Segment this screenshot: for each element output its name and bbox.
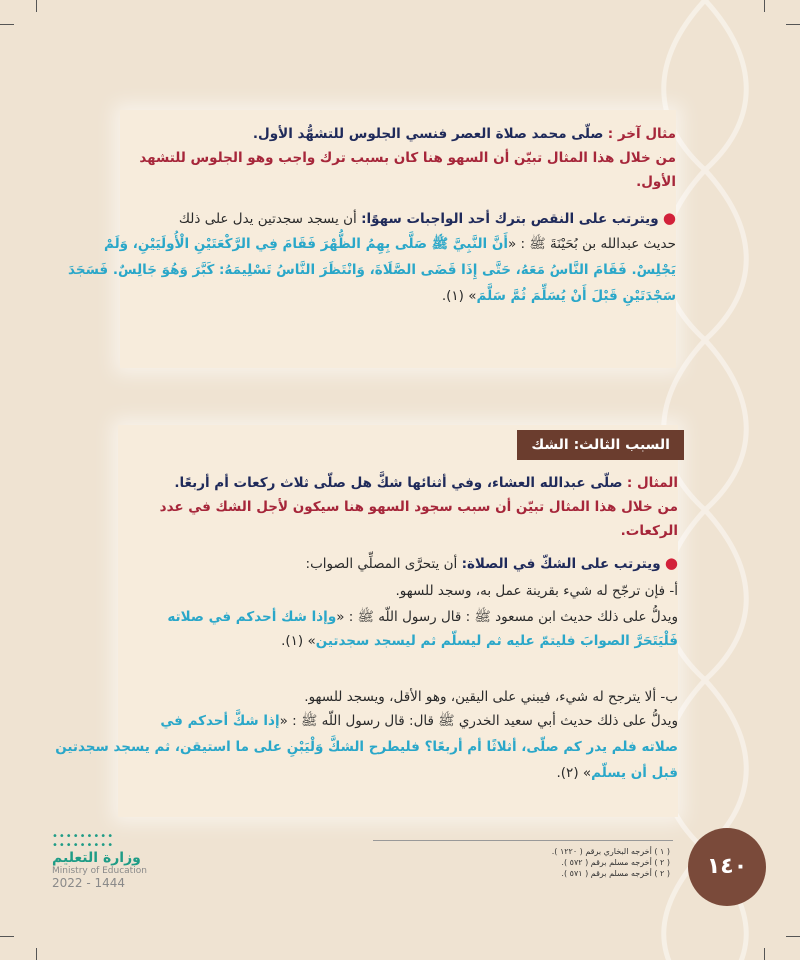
hadith-line [103, 234, 676, 254]
hadith-line [118, 607, 678, 627]
rule-text: أن يسجد سجدتين يدل على ذلك [178, 211, 357, 227]
example-text: صلّى عبدالله العشاء، وفي أثنائها شكَّ هل صلّى ثلاث ركعات أم أربعًا. [174, 475, 623, 491]
hadith-text: أَنَّ النَّبِيَّ ﷺ صَلَّى بِهِمُ الظُّهْرَ فَقَامَ فِي الرَّكْعَتَيْنِ الْأُولَيَيْنِ، وَلَمْ [103, 236, 508, 252]
footnote-divider [373, 840, 673, 841]
footnote-ref: » (١). [441, 288, 477, 304]
conclusion-line: من خلال هذا المثال تبيّن أن السهو هنا كان بسبب ترك واجب وهو الجلوس للتشهد [139, 150, 676, 166]
section-header: السبب الثالث: الشك [517, 430, 684, 460]
conclusion-line: من خلال هذا المثال تبيّن أن سبب سجود السهو هنا سيكون لأجل الشك في عدد [159, 499, 678, 515]
rule-heading: ويترتب على النقص بترك أحد الواجبات سهوًا: [361, 211, 659, 227]
rule-heading: ويترتب على الشكّ في الصلاة: [461, 556, 661, 572]
case-b-line: ب- ألا يترجح له شيء، فيبني على اليقين، وهو الأقل، ويسجد للسهو. [304, 689, 678, 705]
crop-mark [764, 948, 765, 960]
conclusion-line-end: الركعات. [620, 523, 678, 539]
crop-mark [36, 948, 37, 960]
bullet-icon: ● [662, 209, 676, 227]
hadith-intro: حديث عبدالله بن بُحَيْنَةَ ﷺ : « [508, 236, 676, 252]
hadith-text-end: سَجْدَتَيْنِ قَبْلَ أَنْ يُسَلِّمَ ثُمَّ سَلَّمَ [476, 288, 676, 304]
hadith-end-line [118, 631, 678, 651]
crop-mark [0, 936, 14, 937]
hadith-end-line [118, 763, 678, 783]
example-label: مثال آخر : [607, 126, 676, 142]
example-text: صلّى محمد صلاة العصر فنسي الجلوس للتشهُّد الأول. [252, 126, 604, 142]
footnote-item: ( ٢ ) أخرجه مسلم برقم ( ٥٧٢ ). [561, 858, 670, 867]
hadith-text: إذا شكَّ أحدكم في [160, 713, 280, 729]
example-label: المثال : [626, 475, 678, 491]
footnote-ref: » (١). [281, 633, 316, 649]
page-number: ١٤٠ [688, 828, 766, 906]
hadith-text: وإذا شك أحدكم في صلاته [167, 609, 337, 625]
ministry-logo [52, 832, 182, 890]
footnote-ref: » (٢). [556, 765, 592, 781]
example-line [118, 473, 678, 493]
hadith-text-end: قبل أن يسلّم [591, 765, 678, 781]
rule-line [118, 553, 678, 574]
hadith-intro: ويدلُّ على ذلك حديث ابن مسعود ﷺ : قال رسول اللّه ﷺ : « [336, 609, 678, 625]
conclusion-line-end: الأول. [636, 174, 676, 190]
logo-dots-icon: ••••••••• ••••••••• [52, 831, 115, 851]
footnote-item: ( ٢ ) أخرجه مسلم برقم ( ٥٧١ ). [561, 869, 670, 878]
hadith-text-continued: صلاته فلم يدر كم صلّى، أثلاثًا أم أربعًا؟ فليطرح الشكَّ وَلْيَبْنِ على ما استيقن، ثم يسجد سجدتين [55, 739, 678, 755]
logo-year: 2022 - 1444 [52, 876, 126, 890]
hadith-end-line [120, 286, 676, 306]
crop-mark [36, 0, 37, 12]
crop-mark [764, 0, 765, 12]
footnote-item: ( ١ ) أخرجه البخاري برقم ( ١٢٢٠ ). [551, 847, 670, 856]
doubt-section-box [55, 425, 678, 817]
case-a-line: أ- فإن ترجّح له شيء بقرينة عمل به، وسجد للسهو. [395, 583, 678, 599]
logo-english: Ministry of Education [52, 866, 147, 876]
crop-mark [0, 24, 14, 25]
hadith-intro: ويدلُّ على ذلك حديث أبي سعيد الخدري ﷺ قال: قال رسول اللّه ﷺ : « [279, 713, 678, 729]
footnotes [450, 846, 670, 879]
rule-line [120, 208, 676, 229]
bullet-icon: ● [664, 554, 678, 572]
hadith-line [118, 711, 678, 731]
crop-mark [786, 24, 800, 25]
example-box-forgetting [68, 110, 676, 368]
logo-arabic: وزارة التعليم [52, 850, 141, 866]
crop-mark [786, 936, 800, 937]
rule-text: أن يتحرَّى المصلِّي الصواب: [305, 556, 458, 572]
hadith-text-end: فَلْيَتَحَرَّ الصوابَ فليتمّ عليه ثم ليسلّم ثم ليسجد سجدتين [315, 633, 678, 649]
hadith-text-continued: يَجْلِسْ. فَقَامَ النَّاسُ مَعَهُ، حَتَّى إِذَا قَضَى الصَّلَاةَ، وَانْتَظَرَ النَّاسُ تَسْلِيمَهُ: كَبَّرَ وَهُوَ جَالِسٌ. فَسَجَدَ [68, 262, 676, 278]
example-line [120, 124, 676, 144]
